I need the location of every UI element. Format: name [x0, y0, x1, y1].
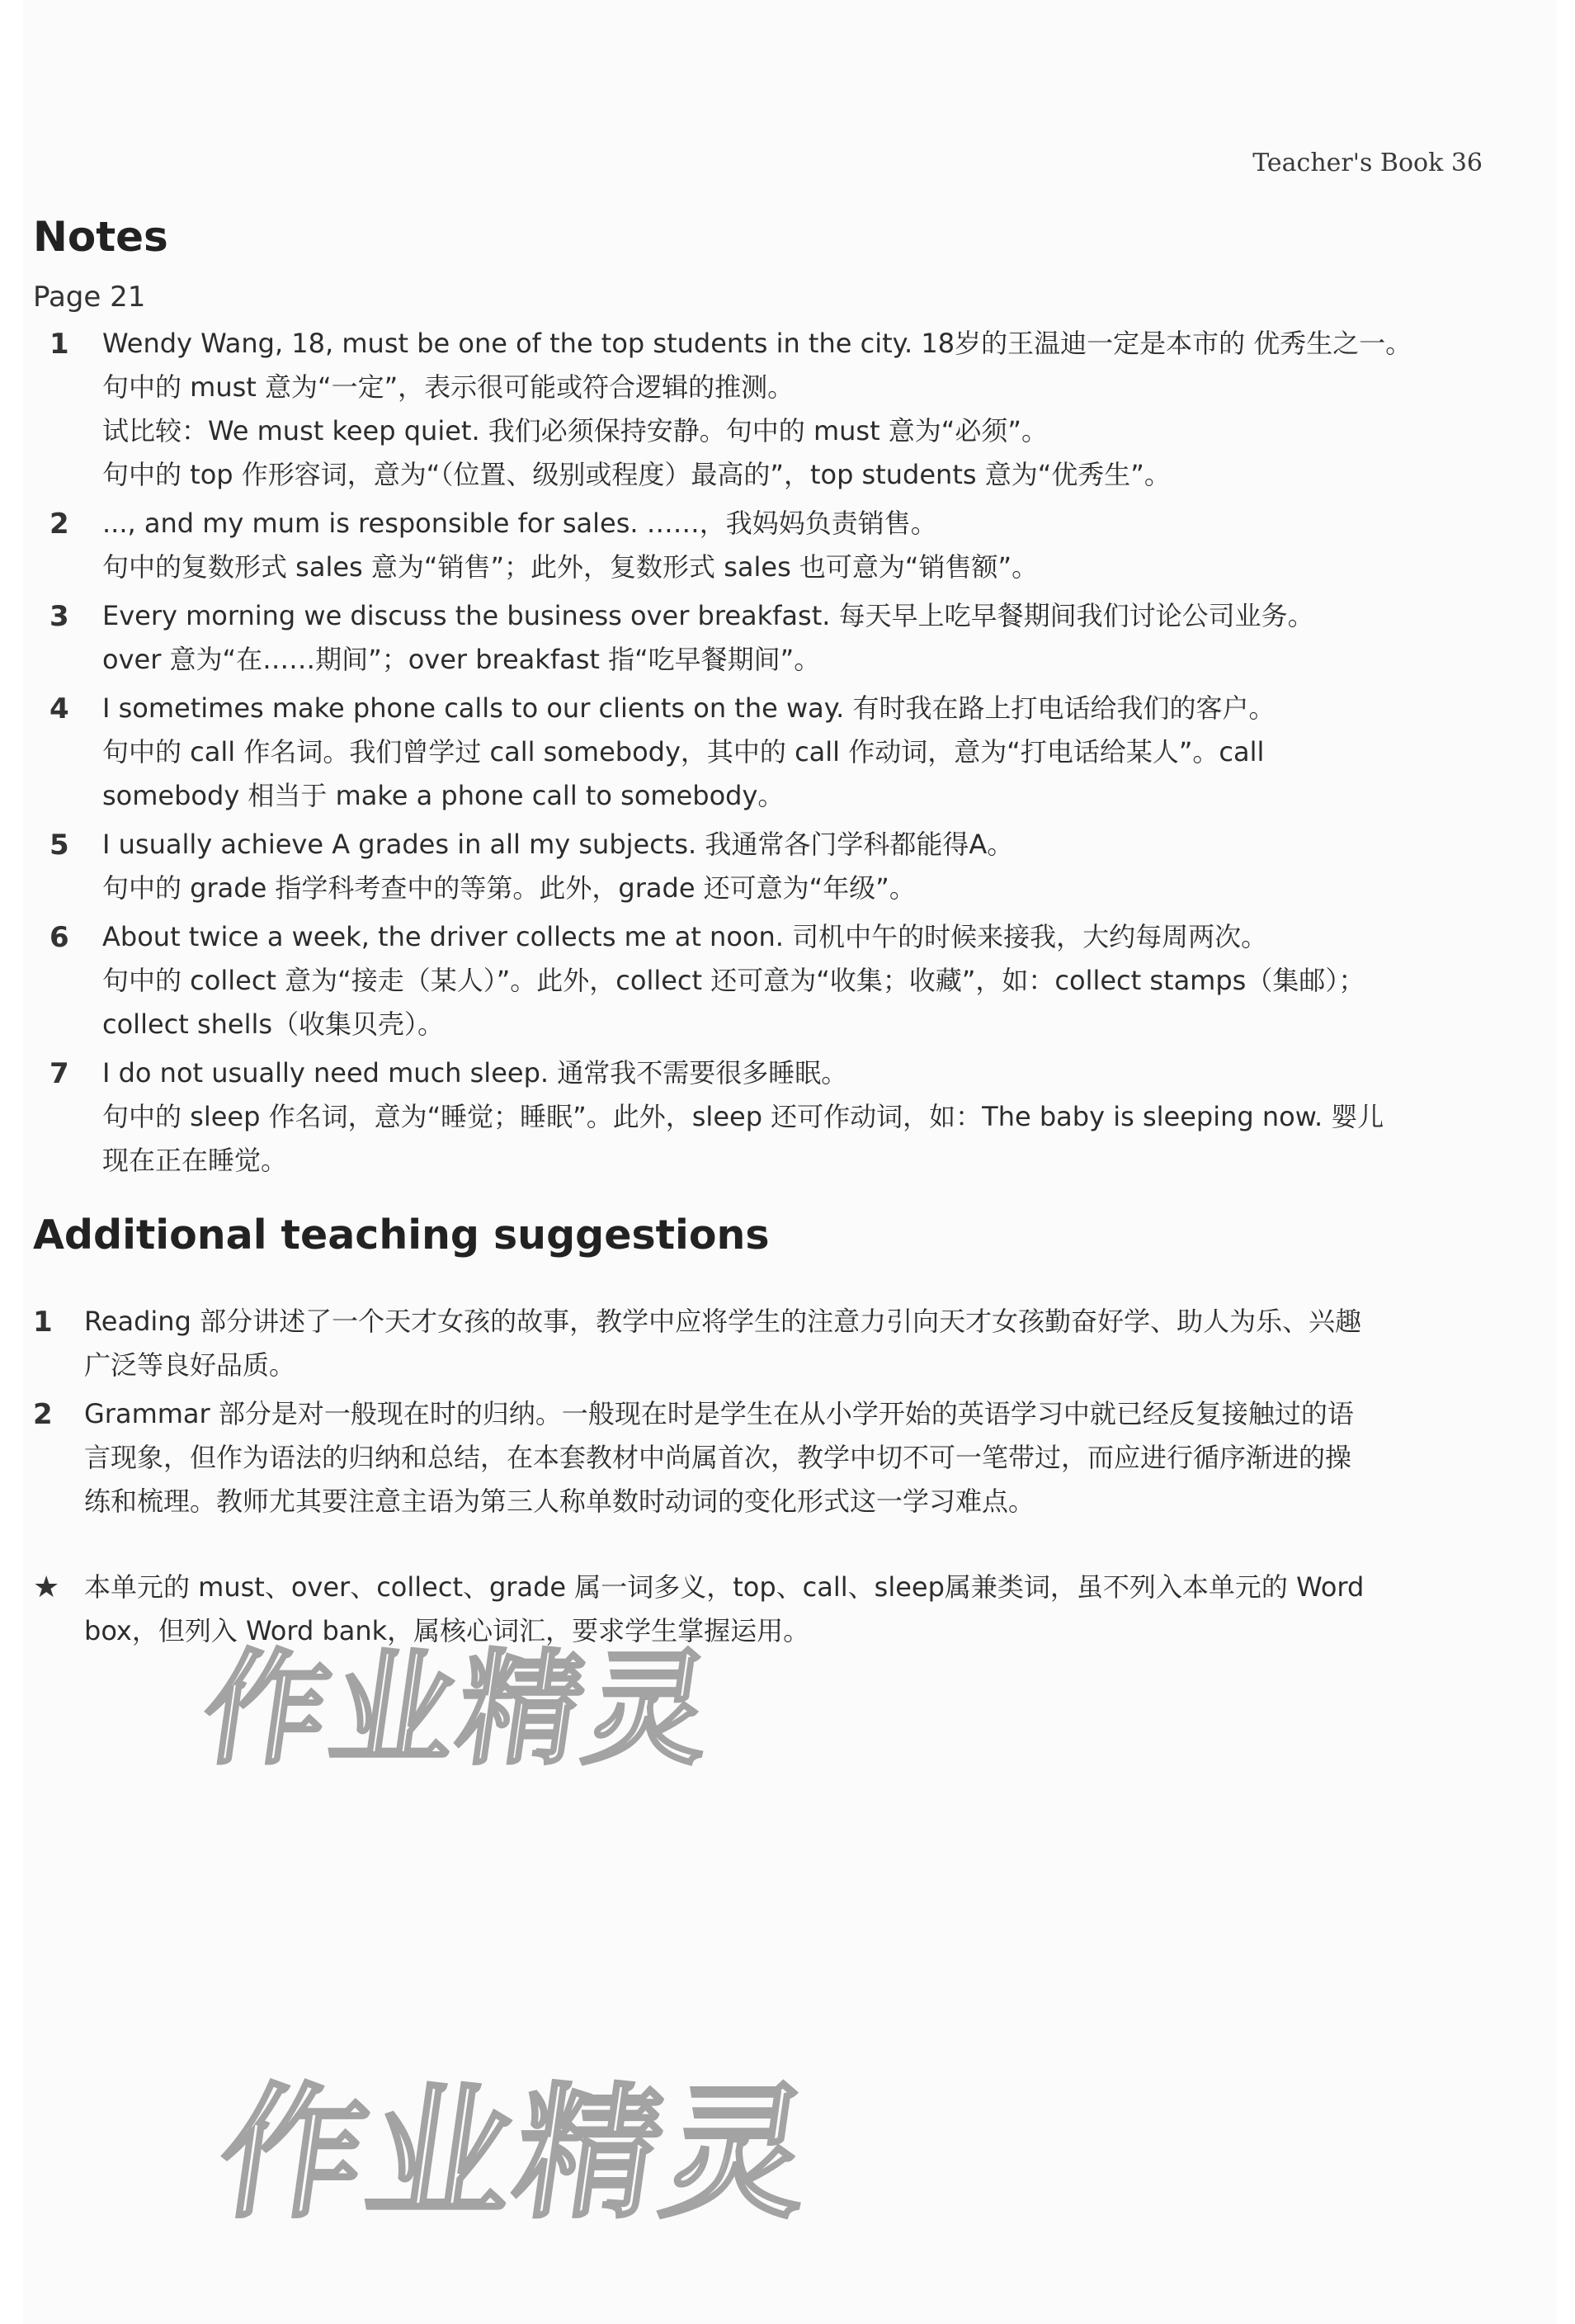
suggestions-list: [33, 1300, 1502, 1528]
note-item-number: 2: [50, 508, 69, 541]
note-item: [33, 823, 1485, 910]
note-item-number: 7: [50, 1057, 69, 1090]
note-item: [33, 915, 1485, 1046]
note-item-line: 试比较：We must keep quiet. 我们必须保持安静。句中的 must 意为“必须”。: [102, 415, 1048, 446]
note-item-line: I usually achieve A grades in all my subjects. 我通常各门学科都能得A。: [102, 829, 1014, 860]
notes-heading: Notes: [33, 213, 168, 261]
note-item-line: Every morning we discuss the business over breakfast. 每天早上吃早餐期间我们讨论公司业务。: [102, 600, 1314, 631]
suggestion-item-line: Grammar 部分是对一般现在时的归纳。一般现在时是学生在从小学开始的英语学习中就已经反复接触过的语: [84, 1398, 1354, 1429]
note-item-line: I sometimes make phone calls to our clients on the way. 有时我在路上打电话给我们的客户。: [102, 692, 1276, 724]
note-item-line: 句中的 must 意为“一定”，表示很可能或符合逻辑的推测。: [102, 371, 795, 403]
note-item-line: 句中的 collect 意为“接走（某人）”。此外，collect 还可意为“收集；收藏”，如：collect stamps（集邮）；: [102, 965, 1365, 996]
suggestion-item-line: 练和梳理。教师尤其要注意主语为第三人称单数时动词的变化形式这一学习难点。: [84, 1486, 1035, 1517]
watermark-logo: 作业精灵: [209, 2071, 824, 2238]
running-head: Teacher's Book 36: [1252, 149, 1483, 177]
note-item-number: 4: [50, 692, 69, 725]
page-reference: Page 21: [33, 281, 146, 314]
note-item-line: 句中的 top 作形容词，意为“（位置、级别或程度）最高的”，top students 意为“优秀生”。: [102, 459, 1171, 490]
note-item: [33, 322, 1485, 497]
note-item-line: 句中的 call 作名词。我们曾学过 call somebody，其中的 call 作动词，意为“打电话给某人”。call: [102, 736, 1265, 768]
note-item: [33, 594, 1485, 682]
note-item-line: I do not usually need much sleep. 通常我不需要很多睡眠。: [102, 1057, 848, 1089]
note-item-number: 1: [50, 328, 69, 361]
note-item-line: ..., and my mum is responsible for sales. ……，我妈妈负责销售。: [102, 508, 937, 539]
star-note-line: box，但列入 Word bank，属核心词汇，要求学生掌握运用。: [84, 1615, 810, 1646]
suggestion-item-line: 言现象，但作为语法的归纳和总结，在本套教材中尚属首次，教学中切不可一笔带过，而应进行循序渐进的操: [84, 1442, 1352, 1473]
note-item-line: over 意为“在……期间”；over breakfast 指“吃早餐期间”。: [102, 644, 821, 675]
note-item: [33, 1051, 1485, 1183]
suggestion-item: [33, 1392, 1502, 1523]
suggestion-item-number: 2: [33, 1398, 53, 1431]
additional-suggestions-heading: Additional teaching suggestions: [33, 1212, 770, 1259]
note-item-line: 句中的 sleep 作名词，意为“睡觉；睡眠”。此外，sleep 还可作动词，如：The baby is sleeping now. 婴儿: [102, 1101, 1384, 1132]
suggestion-item: [33, 1300, 1502, 1387]
suggestion-item-number: 1: [33, 1306, 53, 1339]
note-item-line: Wendy Wang, 18, must be one of the top students in the city. 18岁的王温迪一定是本市的 优秀生之一。: [102, 328, 1412, 359]
note-item-line: collect shells（收集贝壳）。: [102, 1008, 445, 1040]
note-item-number: 5: [50, 829, 69, 862]
note-item: [33, 687, 1485, 818]
note-item-line: 句中的 grade 指学科考查中的等第。此外，grade 还可意为“年级”。: [102, 872, 916, 904]
note-item-line: About twice a week, the driver collects me at noon. 司机中午的时候来接我，大约每周两次。: [102, 921, 1268, 952]
note-item-number: 3: [50, 600, 69, 633]
star-note-line: 本单元的 must、over、collect、grade 属一词多义，top、call、sleep属兼类词，虽不列入本单元的 Word: [84, 1571, 1365, 1603]
note-item-number: 6: [50, 921, 69, 954]
watermark-logo: 作业精灵: [194, 1638, 724, 1782]
suggestion-item-line: Reading 部分讲述了一个天才女孩的故事，教学中应将学生的注意力引向天才女孩勤奋好学、助人为乐、兴趣: [84, 1306, 1362, 1337]
notes-list: [33, 322, 1485, 1188]
note-item-line: somebody 相当于 make a phone call to somebody。: [102, 780, 785, 811]
note-item: [33, 502, 1485, 589]
note-item-line: 句中的复数形式 sales 意为“销售”；此外，复数形式 sales 也可意为“销售额”。: [102, 551, 1039, 583]
note-item-line: 现在正在睡觉。: [102, 1145, 288, 1176]
star-icon: ★: [33, 1571, 60, 1604]
suggestion-item-line: 广泛等良好品质。: [84, 1349, 296, 1381]
